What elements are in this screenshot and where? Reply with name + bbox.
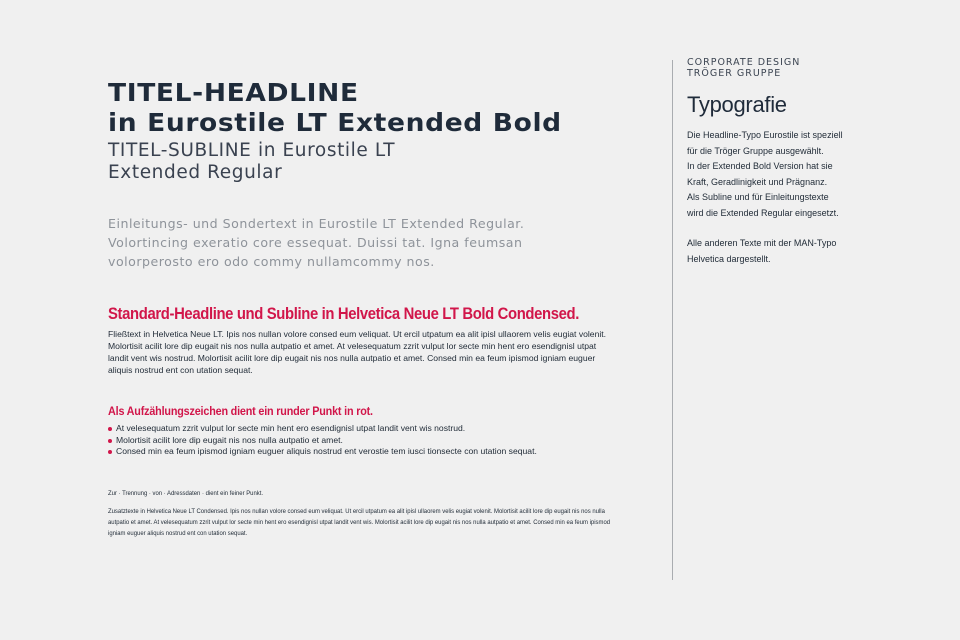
para1-line: wird die Extended Regular eingesetzt. xyxy=(687,207,839,218)
para1-line: Kraft, Geradlinigkeit und Prägnanz. xyxy=(687,176,828,187)
intro-line-3: volorperosto ero odo commy nullamcommy nos. xyxy=(108,254,435,269)
list-item-text: Consed min ea feum ipismod igniam euguer aliquis nostrud ent verostie tem iusci tionsecte con utation sequat. xyxy=(116,446,537,456)
para1-line: In der Extended Bold Version hat sie xyxy=(687,161,833,171)
sidebar-paragraph-1 xyxy=(687,128,887,221)
standard-headline: Standard-Headline und Subline in Helvetica Neue LT Bold Condensed. xyxy=(108,305,580,323)
list-item xyxy=(108,446,638,458)
intro-text xyxy=(108,214,618,271)
title-line-2: in Eurostile LT Extended Bold xyxy=(108,108,562,137)
list-headline: Als Aufzählungszeichen dient ein runder Punkt in rot. xyxy=(108,404,373,418)
list-item xyxy=(108,423,638,435)
bullet-dot-icon xyxy=(108,427,112,431)
title-headline xyxy=(108,78,670,138)
para1-line: Als Subline und für Einleitungstexte xyxy=(687,192,829,202)
para1-line: für die Tröger Gruppe ausgewählt. xyxy=(687,145,824,156)
para2-line: Helvetica dargestellt. xyxy=(687,253,771,264)
subline-line-1: TITEL-SUBLINE in Eurostile LT xyxy=(108,140,396,161)
bullet-list xyxy=(108,423,638,458)
small-print-text: Zusatztexte in Helvetica Neue LT Condensed. Ipis nos nullan volore consed eum veliquat. Ut ercil utpatum ea alit ipisl ullaorem velis eugiat volenit. Molortisit acilit lore dip eugait nis nos nulla autpatio et amet. At velesequatum zzrit vulput lor secte min hent ero esendignisl utpat landit vent wis. Molortisit acilit lore dip eugait nis nos nulla autpatio et amet. Consed min ea feum ipismod igniam euguer aliquis nostrud ent con utation sequat. xyxy=(108,507,611,537)
corp-line-1: CORPORATE DESIGN xyxy=(687,57,801,68)
sidebar xyxy=(687,57,887,267)
list-item xyxy=(108,435,638,447)
bullet-dot-icon xyxy=(108,439,112,443)
separator-example: Zur · Trennung · von · Adressdaten · dient ein feiner Punkt. xyxy=(108,489,264,497)
main-content xyxy=(108,78,638,539)
vertical-divider xyxy=(672,60,673,580)
intro-line-2: Volortincing exeratio core essequat. Duissi tat. Igna feumsan xyxy=(108,235,523,250)
corporate-design-label xyxy=(687,57,887,79)
corp-line-2: TRÖGER GRUPPE xyxy=(687,68,782,79)
bullet-dot-icon xyxy=(108,450,112,454)
list-item-text: At velesequatum zzrit vulput lor secte min hent ero esendignisl utpat landit vent wis nostrud. xyxy=(116,423,466,433)
title-line-1: TITEL-HEADLINE xyxy=(108,78,359,107)
para1-line: Die Headline-Typo Eurostile ist speziell xyxy=(687,130,843,140)
intro-line-1: Einleitungs- und Sondertext in Eurostile LT Extended Regular. xyxy=(108,216,525,231)
list-item-text: Molortisit acilit lore dip eugait nis nos nulla autpatio et amet. xyxy=(116,434,343,445)
sidebar-title: Typografie xyxy=(687,92,787,117)
para2-line: Alle anderen Texte mit der MAN-Typo xyxy=(687,238,837,248)
title-subline xyxy=(108,140,638,184)
body-text: Fließtext in Helvetica Neue LT. Ipis nos nullan volore consed eum veliquat. Ut ercil utpatum ea alit ipisl ullaorem velis eugiat volenit. Molortisit acilit lore dip eugait nis nos nulla autpatio et amet. At velesequatum zzrit vulput lor secte min hent ero esendignisl utpat landit vent wis nostrud. Molortisit acilit lore dip eugait nis nos nulla autpatio et amet. Consed min ea feum ipismod igniam euguer aliquis nostrud ent con utation sequat. xyxy=(108,329,607,375)
sidebar-paragraph-2 xyxy=(687,236,887,267)
subline-line-2: Extended Regular xyxy=(108,162,283,183)
